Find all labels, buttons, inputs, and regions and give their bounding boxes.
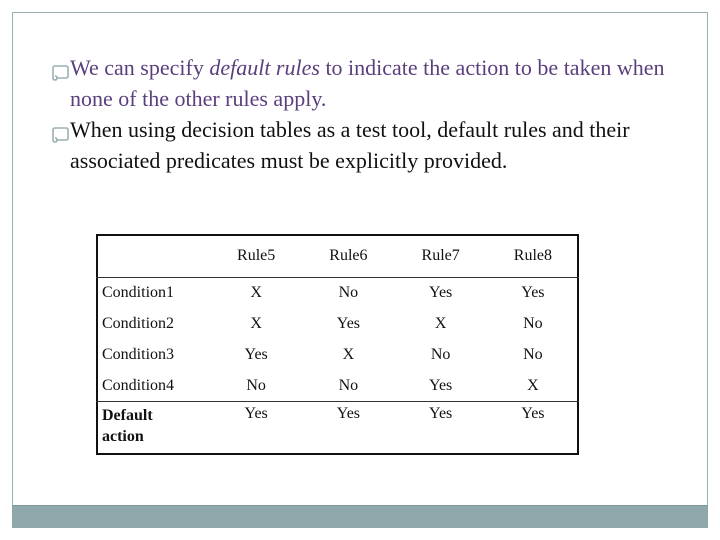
decision-table xyxy=(96,234,579,458)
table-header-row xyxy=(96,234,579,277)
bullet-item-default-rules xyxy=(42,52,682,114)
row-label: Condition2 xyxy=(102,314,175,332)
bullet-item-test-tool xyxy=(42,114,682,176)
table-row xyxy=(96,277,579,308)
bullet-list xyxy=(42,52,682,176)
table-cell: Yes xyxy=(428,283,453,301)
table-row xyxy=(96,370,579,401)
column-header: Rule6 xyxy=(329,246,368,264)
table-row xyxy=(96,339,579,370)
table-cell: X xyxy=(527,376,539,394)
row-label: Condition1 xyxy=(102,283,175,301)
table-cell: No xyxy=(430,345,451,363)
table-cell: Yes xyxy=(521,405,545,422)
table-cell: X xyxy=(434,314,447,332)
table-cell: X xyxy=(250,314,262,332)
table-header-divider xyxy=(96,277,579,278)
table-cell: Yes xyxy=(521,283,545,301)
row-label: Condition3 xyxy=(102,345,175,363)
table-cell: Yes xyxy=(244,345,268,363)
table-cell: X xyxy=(250,283,262,301)
column-header: Rule5 xyxy=(237,246,276,264)
row-label: Condition4 xyxy=(102,376,175,394)
bullet-text-prefix: We can specify xyxy=(70,55,210,80)
table-cell: No xyxy=(523,345,543,363)
table-row-default-action xyxy=(96,401,579,458)
table-cell: No xyxy=(338,283,359,301)
table-corner-cell xyxy=(96,234,210,277)
table-cell: Yes xyxy=(336,314,361,332)
table-cell: No xyxy=(523,314,543,332)
bullet-text-suffix: to indicate the action to be taken when none of the other rules apply. xyxy=(70,55,665,111)
table-default-divider xyxy=(96,401,579,402)
table-cell: X xyxy=(342,345,355,363)
bullet-text-emphasis: default rules xyxy=(209,55,320,80)
column-header: Rule7 xyxy=(421,246,460,264)
table-cell: No xyxy=(338,376,359,394)
default-label-line: Default xyxy=(102,407,153,424)
table-cell: Yes xyxy=(428,405,453,422)
default-action-label xyxy=(96,401,210,458)
table-cell: Yes xyxy=(244,405,268,422)
table-cell: Yes xyxy=(336,405,361,422)
table-cell: Yes xyxy=(428,376,453,394)
column-header: Rule8 xyxy=(513,246,552,264)
bullet-text: When using decision tables as a test tool, default rules and their associated predicates must be explicitly provided. xyxy=(70,117,630,173)
scroll-bullet-icon xyxy=(50,121,70,139)
table-cell: No xyxy=(246,376,266,394)
footer-bar xyxy=(12,505,708,528)
default-label-line: action xyxy=(102,428,144,445)
scroll-bullet-icon xyxy=(50,59,70,77)
table-row xyxy=(96,308,579,339)
